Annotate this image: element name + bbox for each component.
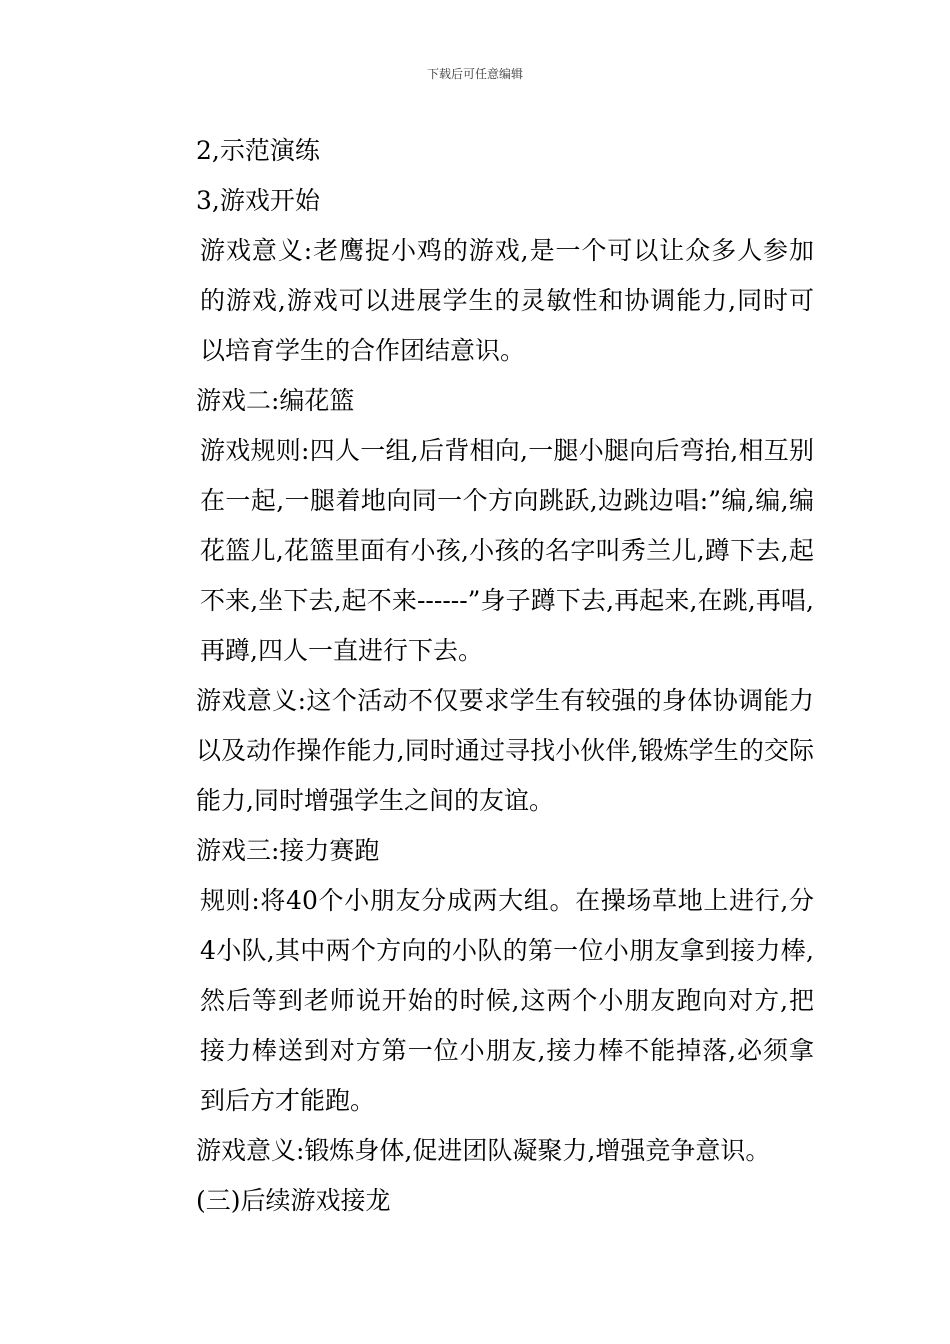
game-two-meaning: 游戏意义:这个活动不仅要求学生有较强的身体协调能力以及动作操作能力,同时通过寻找小伙伴,锻炼学生的交际能力,同时增强学生之间的友谊。 (196, 686, 814, 815)
document-body (146, 126, 814, 1226)
step-start: 3,游戏开始 (196, 186, 320, 215)
game-two-title: 游戏二:编花篮 (196, 386, 355, 415)
section-followup-title: (三)后续游戏接龙 (196, 1186, 391, 1215)
game-two-rules: 游戏规则:四人一组,后背相向,一腿小腿向后弯抬,相互别在一起,一腿着地向同一个方向跳跃,边跳边唱:”编,编,编花篮儿,花篮里面有小孩,小孩的名字叫秀兰儿,蹲下去,起不来,坐下去,起不来------”身子蹲下去,再起来,在跳,再唱,再蹲,四人一直进行下去。 (200, 436, 814, 665)
game-three-title: 游戏三:接力赛跑 (196, 836, 380, 865)
page-header: 下载后可任意编辑 (426, 67, 523, 81)
game-one-meaning: 游戏意义:老鹰捉小鸡的游戏,是一个可以让众多人参加的游戏,游戏可以进展学生的灵敏性和协调能力,同时可以培育学生的合作团结意识。 (200, 236, 814, 365)
step-demo: 2,示范演练 (196, 136, 320, 165)
game-three-rules: 规则:将40个小朋友分成两大组。在操场草地上进行,分4小队,其中两个方向的小队的第一位小朋友拿到接力棒,然后等到老师说开始的时候,这两个小朋友跑向对方,把接力棒送到对方第一位小朋友,接力棒不能掉落,必须拿到后方才能跑。 (200, 886, 814, 1115)
game-three-meaning: 游戏意义:锻炼身体,促进团队凝聚力,增强竞争意识。 (196, 1136, 771, 1165)
